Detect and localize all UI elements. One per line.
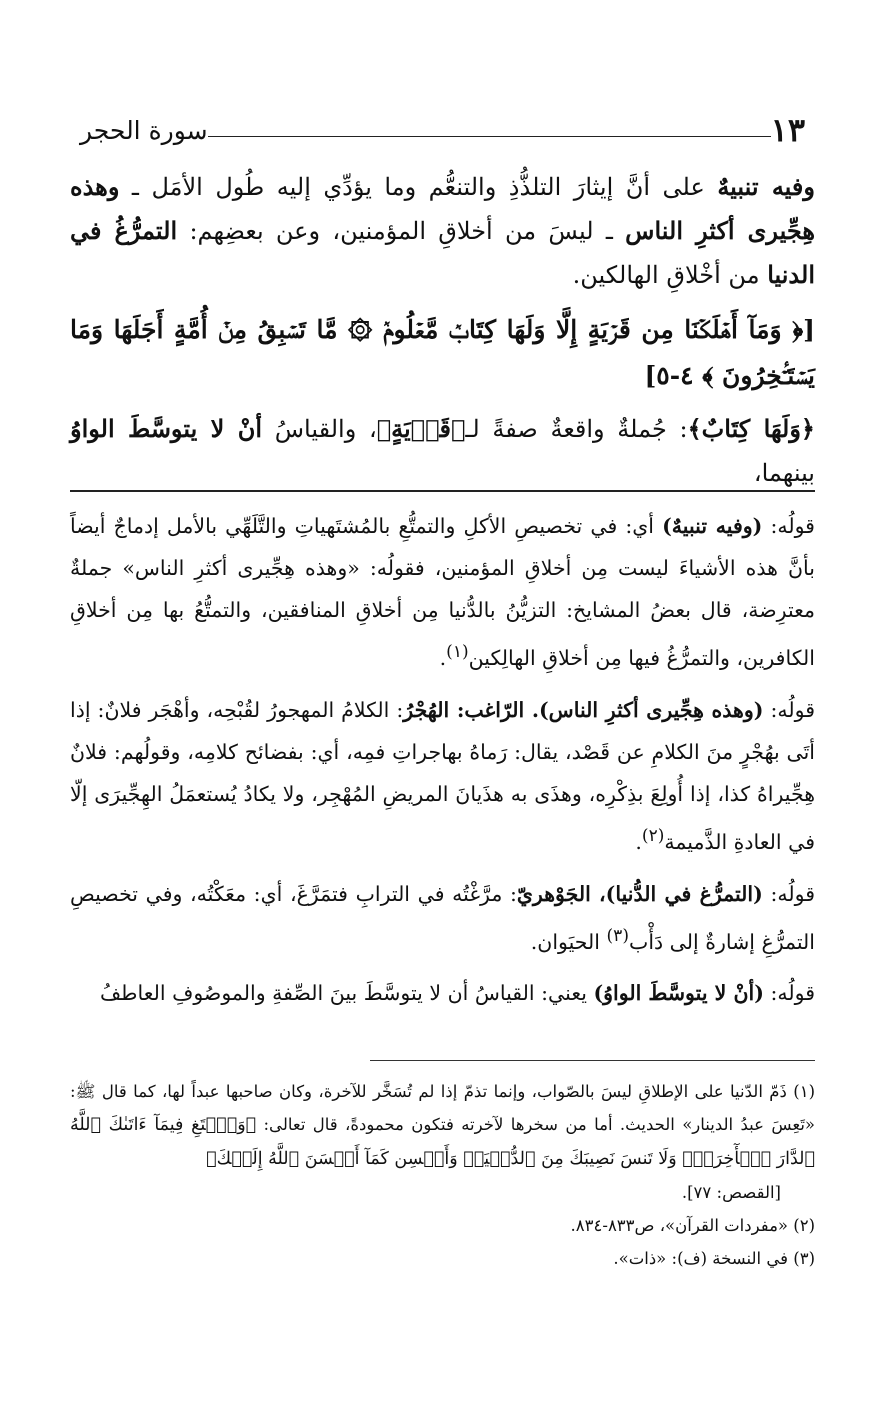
- commentary-paragraph: [70, 689, 815, 863]
- text-run: على أنَّ إيثارَ التلذُّذِ والتنعُّم وما يؤدِّي إليه طُول الأمَل ـ: [119, 173, 718, 201]
- text-run: من أخْلاقِ الهالكين.: [572, 261, 768, 289]
- main-paragraph: [70, 165, 815, 297]
- page-number: ١٣: [770, 111, 805, 149]
- text-run: ، والقياسُ: [262, 415, 377, 443]
- bold-phrase: التمرُّغُ في الدنيا: [70, 216, 815, 289]
- lemma: (وهذه هِجِّيرى أكثرِ الناس). الرّاغب: الهُجْرُ: [403, 697, 764, 722]
- main-text: [70, 165, 815, 495]
- footnote-number: (٣): [793, 1249, 815, 1268]
- quran-quote: ﴿وَٱبۡتَغِ فِيمَآ ءَاتَىٰكَ ٱللَّهُ ٱلدَّارَ ٱلۡأٓخِرَةَۖ وَلَا تَنسَ نَصِيبَكَ مِنَ ٱلدُّنۡيَاۖ وَأَحۡسِن كَمَآ أَحۡسَنَ ٱللَّهُ إِلَيۡكَ﴾: [70, 1115, 815, 1169]
- footnote-ref[interactable]: (٣): [606, 925, 630, 946]
- text-run: الحيَوان.: [530, 929, 607, 954]
- section-divider: [70, 490, 815, 492]
- text-run: ـ ليسَ من أخلاقِ المؤمنين، وعن بعضِهم:: [177, 217, 626, 245]
- surah-title: سورة الحجر: [80, 115, 208, 145]
- footnote-1: [70, 1075, 815, 1176]
- header-rule: [208, 136, 771, 137]
- text-run: أي: في تخصيصِ الأكلِ والتمتُّعِ بالمُشتَهياتِ والتَّلَهِّي بالأمل إدماجٌ أيضاً بأنَّ هذه الأشياءَ ليست مِن أخلاقِ المؤمنين، فقولُه: «وهذه هِجِّيرى أكثرِ الناس» جملةٌ معترِضة، قال بعضُ المشايخ: التزيُّنُ بالدُّنيا مِن أخلاقِ المنافقين، والتمتُّعُ بها مِن أخلاقِ الكافرين، والتمرُّغُ فيها مِن أخلاقِ الهالِكين: [70, 514, 815, 670]
- bold-phrase: وفيه تنبيهٌ: [717, 172, 815, 201]
- text-run: : الكلامُ المهجورُ لقُبْحِه، وأهْجَر فلانٌ: إذا أتَى بهُجْرٍ منَ الكلامِ عن قَصْد، يقال: رَماهُ بهاجراتِ فمِه، أي: بفضائح كلامِه، وقولُهم: فلانٌ هِجِّيراهُ كذا، إذا أُولِعَ بذِكْرِه، وهذَى به هذَيانَ المريضِ المُهْجِر، ولا يكادُ يُستعمَلُ الهِجِّيرَى إلّا في العادةِ الذَّميمة: [70, 697, 815, 854]
- bold-phrase: وهذه هِجِّيرى أكثرِ الناس: [70, 172, 816, 245]
- text-run: بينهما،: [753, 459, 815, 487]
- footnote-ref[interactable]: (٢): [641, 825, 665, 846]
- footnote-source: [القصص: ٧٧].: [681, 1183, 781, 1202]
- page-header: [70, 110, 815, 150]
- text-run: يعني: القياسُ أن لا يتوسَّطَ بينَ الصِّفةِ والموصُوفِ العاطفُ: [99, 981, 594, 1006]
- commentary-paragraph: [70, 505, 815, 679]
- text-run: في النسخة (ف): «ذات».: [613, 1249, 794, 1268]
- text-run: .: [439, 645, 447, 670]
- footnotes: [70, 1075, 815, 1275]
- text-run: قولُه:: [762, 881, 815, 906]
- main-paragraph: [70, 407, 815, 495]
- footnote-ref[interactable]: (١): [446, 642, 469, 662]
- text-run: : جُملةٌ واقعةٌ صفةً لـ: [465, 415, 688, 443]
- text-run: قولُه:: [763, 981, 815, 1006]
- quran-verse: [﴿ وَمَآ أَهۡلَكۡنَا مِن قَرۡيَةٍ إِلَّا وَلَهَا كِتَابٞ مَّعۡلُومٞ ۞ مَّا تَسۡبِقُ مِنۡ أُمَّةٍ أَجَلَهَا وَمَا يَسۡتَـٔۡخِرُونَ ﴾ ٤-٥]: [70, 315, 815, 390]
- quran-quote: ﴿وَلَهَا كِتَابٌ﴾: [687, 414, 815, 443]
- text-run: قولُه:: [762, 514, 815, 538]
- lemma: (وفيه تنبيهٌ): [662, 514, 763, 538]
- text-run: قولُه:: [763, 697, 815, 722]
- commentary-paragraph: [70, 972, 815, 1014]
- lemma: (أنْ لا يتوسَّطَ الواوُ): [593, 981, 764, 1006]
- commentary-paragraph: [70, 873, 815, 963]
- quran-quote: ﴿قَرۡيَةٍ﴾: [376, 414, 466, 443]
- commentary: [70, 505, 815, 1024]
- footnote-number: (٢): [793, 1216, 815, 1235]
- text-run: ذَمّ الدّنيا على الإطلاقِ ليسَ بالصّواب، وإنما تذمّ إذا لم تُسَخَّر للآخرة، وكان صاحبها عبداً لها، كما قال ﷺ: «تَعِسَ عبدُ الدينار» الحديث. أما من سخرها لآخرته فتكون محمودةً، قال تعالى:: [70, 1082, 816, 1134]
- footnote-number: (١): [793, 1082, 815, 1101]
- text-run: «مفردات القرآن»، ص٨٣٣-٨٣٤.: [570, 1216, 794, 1235]
- footnote-divider: [370, 1060, 815, 1061]
- text-run: .: [635, 829, 642, 854]
- footnote-2: [70, 1209, 815, 1242]
- lemma: (التمرُّغ في الدُّنيا)، الجَوْهريّ: [516, 881, 763, 906]
- bold-phrase: أنْ لا يتوسَّطَ الواوُ: [70, 414, 263, 443]
- text-run: : مرَّغْتُه في الترابِ فتمَرَّغَ، أي: معَكْتُه، وفي تخصيصِ التمرُّغِ إشارةٌ إلى دَأْب: [70, 881, 815, 954]
- footnote-3: [70, 1242, 815, 1275]
